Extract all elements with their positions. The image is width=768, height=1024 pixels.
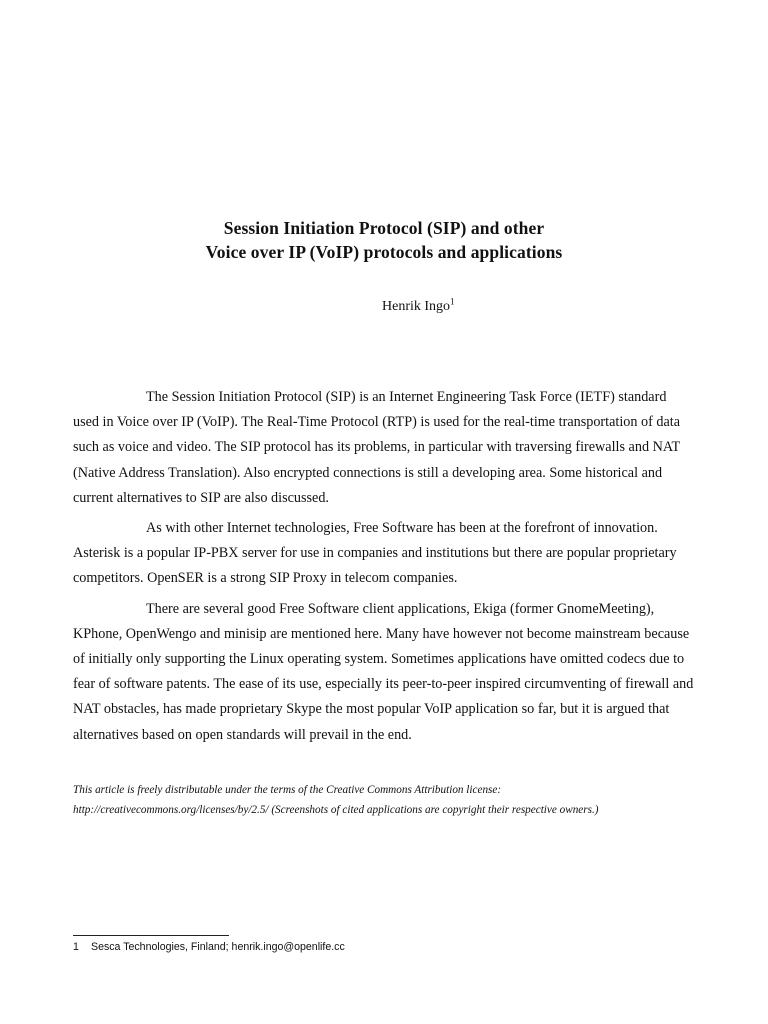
author-text: Henrik Ingo	[382, 299, 451, 314]
author-footnote-mark: 1	[450, 296, 455, 307]
footnote-text: Sesca Technologies, Finland; henrik.ingo@openlife.cc	[91, 941, 345, 953]
abstract-paragraph-1: The Session Initiation Protocol (SIP) is an Internet Engineering Task Force (IETF) standard used in Voice over IP (VoIP). The Real-Time Protocol (RTP) is used for the real-time transportation of data such as voice and video. The SIP protocol has its problems, in particular with traversing firewalls and NAT (Native Address Translation). Also encrypted connections is still a developing area. Some historical and current alternatives to SIP are also discussed.	[73, 389, 680, 506]
document-title	[0, 216, 768, 264]
footnote-number: 1	[73, 941, 79, 953]
abstract	[73, 385, 695, 753]
license-line-1: This article is freely distributable under the terms of the Creative Commons Attribution license:	[73, 784, 502, 796]
license-notice	[73, 780, 713, 820]
author-name	[382, 297, 455, 317]
title-line-2: Voice over IP (VoIP) protocols and applications	[205, 242, 563, 262]
abstract-paragraph-2: As with other Internet technologies, Free Software has been at the forefront of innovation. Asterisk is a popular IP-PBX server for use in companies and institutions but there are popular proprietary competitors. OpenSER is a strong SIP Proxy in telecom companies.	[73, 520, 677, 587]
title-line-1: Session Initiation Protocol (SIP) and other	[223, 218, 545, 238]
footnote-separator	[73, 935, 229, 936]
license-line-2: http://creativecommons.org/licenses/by/2.5/ (Screenshots of cited applications are copyright their respective owners.)	[73, 804, 599, 816]
abstract-paragraph-3: There are several good Free Software client applications, Ekiga (former GnomeMeeting), KPhone, OpenWengo and minisip are mentioned here. Many have however not become mainstream because of initially only supporting the Linux operating system. Sometimes applications have omitted codecs due to fear of software patents. The ease of its use, especially its peer-to-peer inspired circumventing of firewall and NAT obstacles, has made proprietary Skype the most popular VoIP application so far, but it is argued that alternatives based on open standards will prevail in the end.	[73, 600, 694, 743]
footnote	[73, 939, 345, 955]
